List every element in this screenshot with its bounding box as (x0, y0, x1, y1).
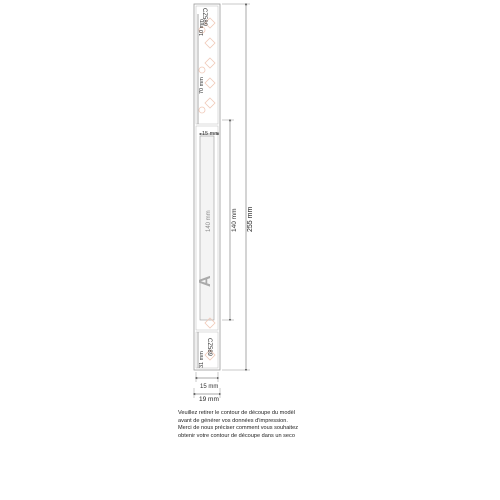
cut-contour-note (178, 410, 500, 446)
code-label-bottom: CZ589 (206, 338, 212, 357)
dim-label-window-height: 140 mm (206, 210, 212, 232)
dim-label-outer-width: 19 mm (199, 396, 219, 403)
dim-label-10mm: 10 mm (199, 19, 205, 36)
note-line-3: Merci de nous préciser comment vous souhaitez (178, 425, 299, 432)
code-label-top: CZ589 (201, 8, 207, 27)
dim-label-section: 140 mm (231, 208, 238, 232)
letter-a: A (197, 275, 214, 287)
note-line-4: obtenir votre contour de découpe dans un seco (178, 432, 295, 439)
note-line-1: Veuillez retirer le contour de découpe du modèl (178, 410, 295, 416)
dim-label-inner-width: 15 mm (200, 384, 219, 390)
dim-label-window-width: 15 mm (202, 131, 219, 137)
note-line-2: avant de générer vos données d'impression. (178, 417, 288, 424)
dim-label-total: 255 mm (247, 206, 254, 232)
dim-label-31mm: 31 mm (199, 351, 205, 368)
dim-label-70mm: 70 mm (199, 77, 205, 94)
